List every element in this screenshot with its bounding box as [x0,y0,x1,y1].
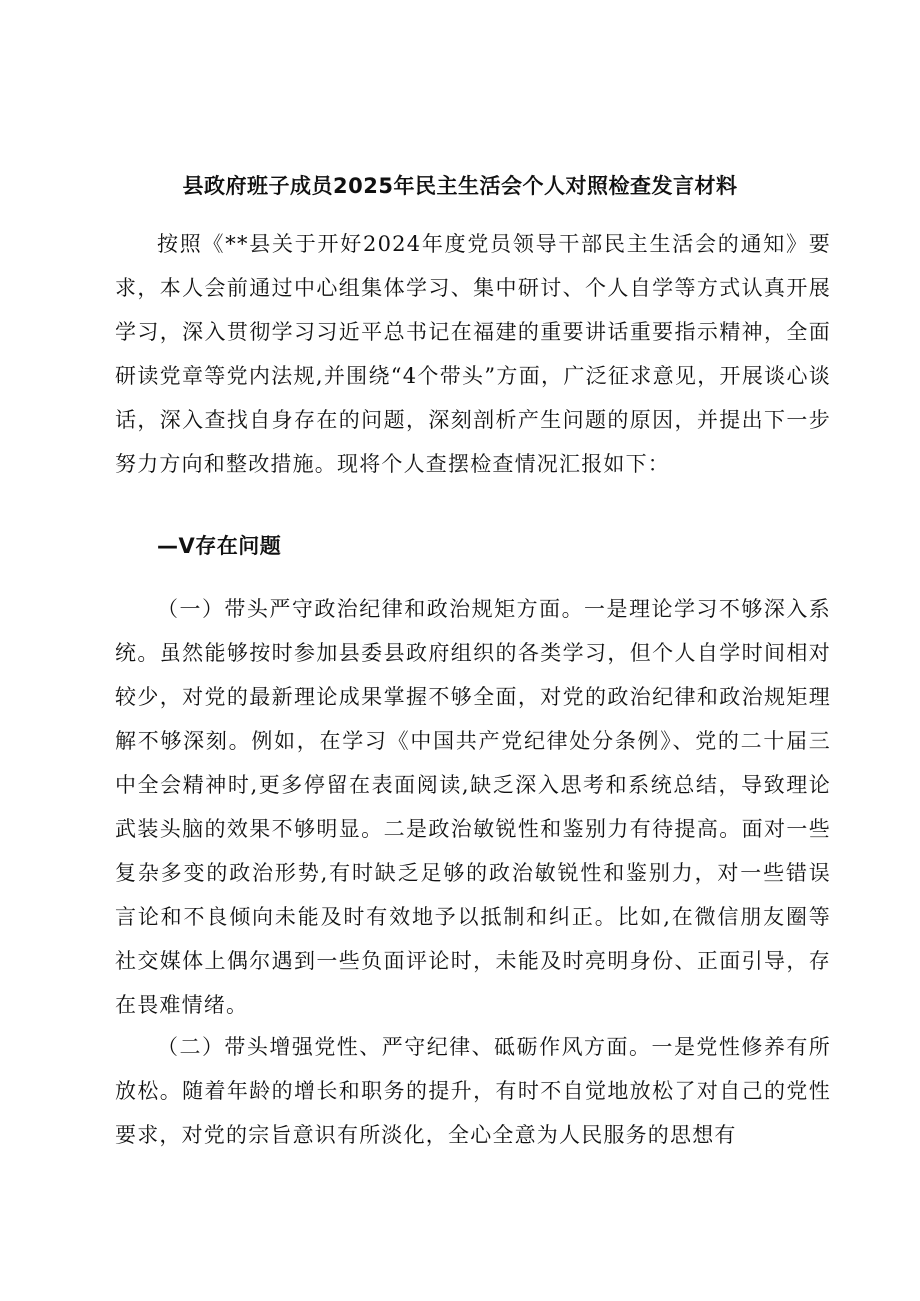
section-heading: —V存在问题 [157,534,282,558]
item-two-paragraph: （二）带头增强党性、严守纪律、砥砺作风方面。一是党性修养有所放松。随着年龄的增长和职务的提升，有时不自觉地放松了对自己的党性要求，对党的宗旨意识有所淡化，全心全意为人民服务的思想有 [115,1035,831,1147]
item-one-paragraph: （一）带头严守政治纪律和政治规矩方面。一是理论学习不够深入系统。虽然能够按时参加县委县政府组织的各类学习，但个人自学时间相对较少，对党的最新理论成果掌握不够全面，对党的政治纪律和政治规矩理解不够深刻。例如，在学习《中国共产党纪律处分条例》、党的二十届三中全会精神时,更多停留在表面阅读,缺乏深入思考和系统总结，导致理论武装头脑的效果不够明显。二是政治敏锐性和鉴别力有待提高。面对一些复杂多变的政治形势,有时缺乏足够的政治敏锐性和鉴别力，对一些错误言论和不良倾向未能及时有效地予以抵制和纠正。比如,在微信朋友圈等社交媒体上偶尔遇到一些负面评论时，未能及时亮明身份、正面引导，存在畏难情绪。 [115,597,831,1017]
intro-paragraph: 按照《**县关于开好2024年度党员领导干部民主生活会的通知》要求，本人会前通过中心组集体学习、集中研讨、个人自学等方式认真开展学习，深入贯彻学习习近平总书记在福建的重要讲话重要指示精神，全面研读党章等党内法规,并围绕“4个带头”方面，广泛征求意见，开展谈心谈话，深入查找自身存在的问题，深刻剖析产生问题的原因，并提出下一步努力方向和整改措施。现将个人查摆检查情况汇报如下： [115,232,831,476]
document-title: 县政府班子成员2025年民主生活会个人对照检查发言材料 [182,174,738,198]
